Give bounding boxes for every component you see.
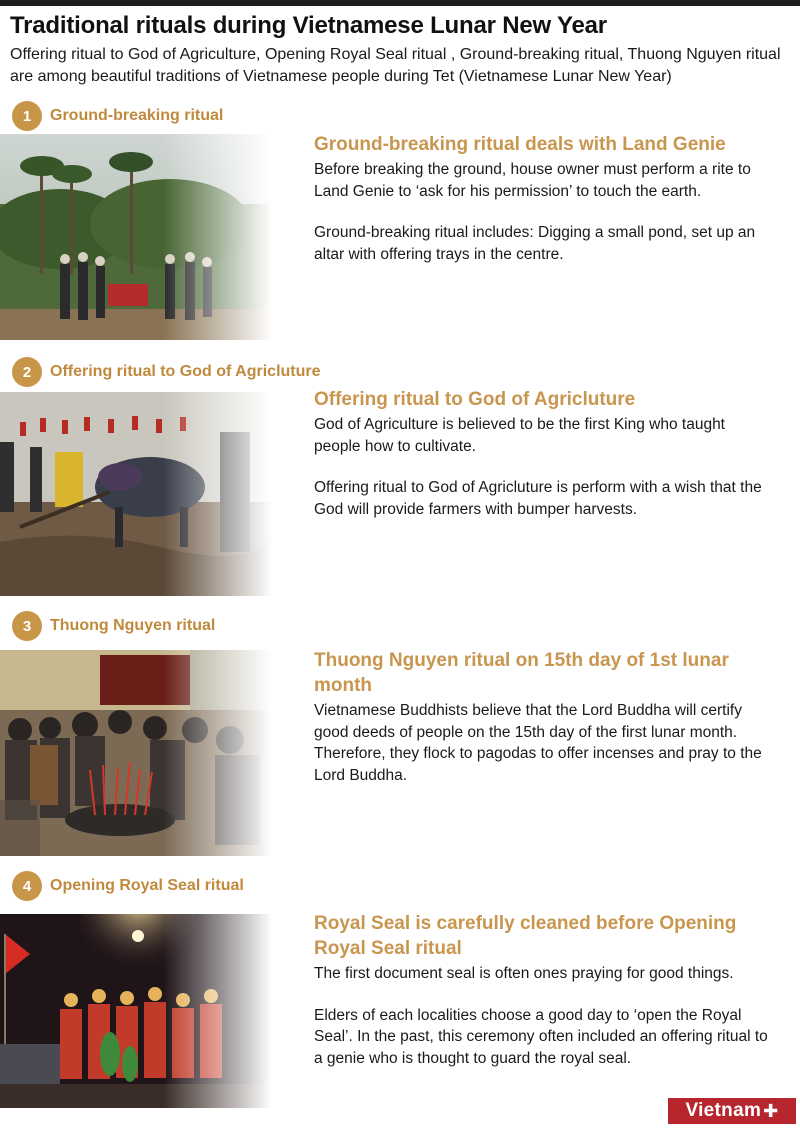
section-number-badge: 2 [12,357,42,387]
section-header [12,100,223,132]
section-paragraph: Ground-breaking ritual includes: Digging a small pond, set up an altar with offering trays in the centre. [314,224,756,263]
page-subtitle: Offering ritual to God of Agriculture, Opening Royal Seal ritual , Ground-breaking ritual, Thuong Nguyen ritual are among beautiful traditions of Vietnamese people during Tet (Vietnamese Lunar New Year) [10,46,781,85]
logo-text: Vietnam [685,1100,762,1121]
section-number-badge: 1 [12,101,42,131]
plus-icon: ✚ [763,1100,779,1121]
thuong-nguyen-photo [0,650,272,856]
section-header [12,610,215,642]
section-text [314,387,772,540]
section-heading: Thuong Nguyen ritual on 15th day of 1st lunar month [314,650,729,696]
section-paragraph: God of Agriculture is believed to be the first King who taught people how to cultivate. [314,416,725,455]
section-number-badge: 3 [12,611,42,641]
section-text [314,132,772,285]
section-ground-breaking [0,100,800,345]
section-text [314,648,772,806]
section-paragraph: Vietnamese Buddhists believe that the Lord Buddha will certify good deeds of people on the 15th day of the first lunar month. Therefore, they flock to pagodas to offer incenses and pray to the Lord Buddha. [314,702,762,784]
section-text [314,911,772,1089]
section-paragraph: Elders of each localities choose a good day to ‘open the Royal Seal’. In the past, this ceremony often included an offering ritual to a genie who is thought to guard the royal seal. [314,1006,768,1067]
section-header [12,870,244,902]
section-paragraph: Before breaking the ground, house owner must perform a rite to Land Genie to ‘ask for his permission’ to touch the earth. [314,161,751,200]
section-heading: Offering ritual to God of Agricluture [314,389,636,410]
section-heading: Ground-breaking ritual deals with Land Genie [314,134,726,155]
section-header [12,356,321,388]
section-paragraph: The first document seal is often ones praying for good things. [314,965,734,982]
top-bar [0,0,800,6]
section-label: Ground-breaking ritual [50,107,224,124]
section-god-of-agriculture [0,356,800,601]
vietnamplus-logo [668,1098,796,1124]
section-paragraph: Offering ritual to God of Agricluture is perform with a wish that the God will provide farmers with bumper harvests. [314,479,762,518]
section-label: Thuong Nguyen ritual [50,617,216,634]
section-number-badge: 4 [12,871,42,901]
section-royal-seal [0,870,800,1120]
god-of-agriculture-photo [0,392,272,596]
section-label: Opening Royal Seal ritual [50,877,244,894]
royal-seal-photo [0,914,272,1108]
section-thuong-nguyen [0,610,800,860]
section-heading: Royal Seal is carefully cleaned before Opening Royal Seal ritual [314,913,737,959]
page-title: Traditional rituals during Vietnamese Lunar New Year [10,12,607,39]
ground-breaking-photo [0,134,272,340]
section-label: Offering ritual to God of Agricluture [50,363,321,380]
